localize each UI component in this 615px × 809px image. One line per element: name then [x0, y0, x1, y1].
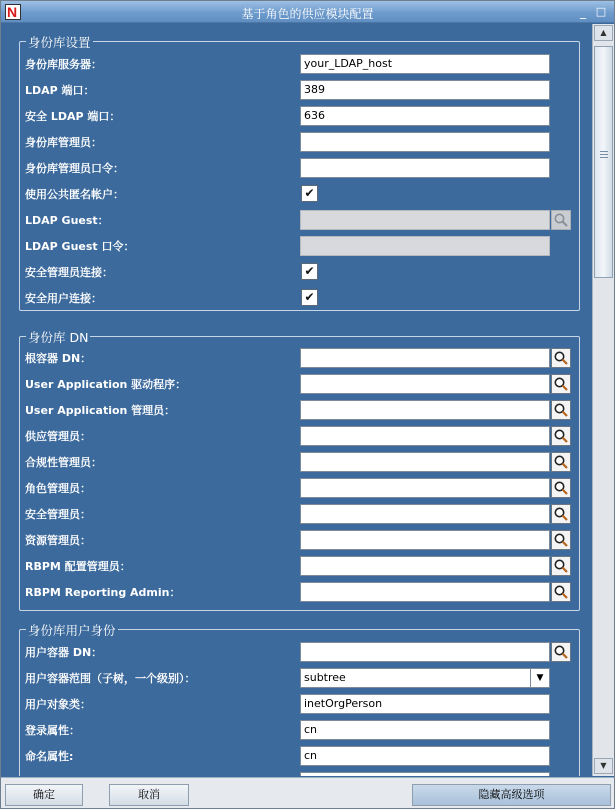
- magnifier-icon: [552, 453, 570, 471]
- magnifier-icon: [552, 531, 570, 549]
- ldap-guest-label: LDAP Guest：: [25, 214, 109, 227]
- login-attr-label: 登录属性：: [25, 724, 80, 737]
- secure-user-conn-row: [25, 288, 575, 308]
- ua-driver-input[interactable]: [300, 374, 550, 394]
- root-container-browse-button[interactable]: [551, 348, 571, 368]
- magnifier-icon: [552, 557, 570, 575]
- resource-admin-input[interactable]: [300, 530, 550, 550]
- security-admin-input[interactable]: [300, 504, 550, 524]
- magnifier-icon: [552, 505, 570, 523]
- login-attr-input[interactable]: cn: [300, 720, 550, 740]
- group-title: 身份库设置: [28, 35, 91, 50]
- vault-admin-label: 身份库管理员：: [25, 136, 102, 149]
- maximize-button[interactable]: □: [595, 5, 607, 18]
- secure-admin-conn-row: [25, 262, 575, 282]
- search-scope-select[interactable]: [300, 668, 550, 688]
- security-admin-browse-button[interactable]: [551, 504, 571, 524]
- secure-ldap-port-input[interactable]: 636: [300, 106, 550, 126]
- rbpm-config-admin-label: RBPM 配置管理员：: [25, 560, 131, 573]
- secure-admin-conn-checkbox[interactable]: ✔: [301, 263, 318, 280]
- security-admin-row: [25, 504, 575, 524]
- button-bar: [1, 777, 614, 808]
- ua-admin-input[interactable]: [300, 400, 550, 420]
- vault-admin-row: [25, 132, 575, 152]
- magnifier-icon: [552, 583, 570, 601]
- root-container-label: 根容器 DN：: [25, 352, 92, 365]
- ldap-port-label: LDAP 端口：: [25, 84, 95, 97]
- novell-logo-icon: N: [5, 4, 21, 20]
- naming-attr-label: 命名属性:: [25, 750, 74, 763]
- security-admin-label: 安全管理员：: [25, 508, 91, 521]
- compliance-admin-label: 合规性管理员：: [25, 456, 102, 469]
- magnifier-icon: [552, 643, 570, 661]
- root-container-row: [25, 348, 575, 368]
- user-container-label: 用户容器 DN：: [25, 646, 103, 659]
- magnifier-icon: [552, 479, 570, 497]
- scrollbar-thumb[interactable]: [594, 46, 613, 278]
- ldap-port-row: [25, 80, 575, 100]
- naming-attr-row: [25, 746, 575, 766]
- compliance-admin-input[interactable]: [300, 452, 550, 472]
- rbpm-config-admin-input[interactable]: [300, 556, 550, 576]
- role-admin-row: [25, 478, 575, 498]
- vault-server-input[interactable]: your_LDAP_host: [300, 54, 550, 74]
- vault-server-label: 身份库服务器：: [25, 58, 102, 71]
- provisioning-admin-input[interactable]: [300, 426, 550, 446]
- chevron-down-icon[interactable]: ▼: [530, 669, 549, 687]
- ldap-port-input[interactable]: 389: [300, 80, 550, 100]
- provisioning-admin-label: 供应管理员：: [25, 430, 91, 443]
- login-attr-row: [25, 720, 575, 740]
- search-scope-label: 用户容器范围（子树，一个级别）：: [25, 672, 196, 685]
- vault-admin-input[interactable]: [300, 132, 550, 152]
- user-container-input[interactable]: [300, 642, 550, 662]
- rbpm-config-admin-browse-button[interactable]: [551, 556, 571, 576]
- rbpm-reporting-admin-browse-button[interactable]: [551, 582, 571, 602]
- rbpm-reporting-admin-label: RBPM Reporting Admin：: [25, 586, 181, 599]
- ua-admin-label: User Application 管理员：: [25, 404, 176, 417]
- vault-server-row: [25, 54, 575, 74]
- compliance-admin-row: [25, 452, 575, 472]
- form-content: [1, 24, 592, 776]
- user-container-browse-button[interactable]: [551, 642, 571, 662]
- partial-row: [25, 772, 575, 776]
- user-object-class-label: 用户对象类：: [25, 698, 91, 711]
- role-admin-input[interactable]: [300, 478, 550, 498]
- provisioning-admin-browse-button[interactable]: [551, 426, 571, 446]
- ua-admin-browse-button[interactable]: [551, 400, 571, 420]
- ldap-guest-password-input[interactable]: [300, 236, 550, 256]
- public-anonymous-label: 使用公共匿名帐户：: [25, 188, 124, 201]
- ldap-guest-row: [25, 210, 575, 230]
- naming-attr-input[interactable]: cn: [300, 746, 550, 766]
- magnifier-icon: [552, 375, 570, 393]
- rbpm-reporting-admin-row: [25, 582, 575, 602]
- ldap-guest-input[interactable]: [300, 210, 550, 230]
- secure-ldap-port-label: 安全 LDAP 端口：: [25, 110, 121, 123]
- resource-admin-label: 资源管理员：: [25, 534, 91, 547]
- root-container-input[interactable]: [300, 348, 550, 368]
- vault-admin-password-label: 身份库管理员口令：: [25, 162, 124, 175]
- compliance-admin-browse-button[interactable]: [551, 452, 571, 472]
- ldap-guest-password-row: [25, 236, 575, 256]
- search-scope-row: [25, 668, 575, 688]
- rbpm-config-admin-row: [25, 556, 575, 576]
- user-object-class-row: [25, 694, 575, 714]
- role-admin-label: 角色管理员：: [25, 482, 91, 495]
- public-anonymous-checkbox[interactable]: ✔: [301, 185, 318, 202]
- secure-user-conn-label: 安全用户连接：: [25, 292, 102, 305]
- magnifier-icon: [552, 427, 570, 445]
- secure-user-conn-checkbox[interactable]: ✔: [301, 289, 318, 306]
- rbpm-reporting-admin-input[interactable]: [300, 582, 550, 602]
- user-object-class-input[interactable]: inetOrgPerson: [300, 694, 550, 714]
- secure-admin-conn-label: 安全管理员连接：: [25, 266, 113, 279]
- public-anonymous-row: [25, 184, 575, 204]
- window-title: 基于角色的供应模块配置: [241, 7, 374, 21]
- partial-input[interactable]: [300, 772, 550, 776]
- vault-admin-password-row: [25, 158, 575, 178]
- group-title: 身份库用户身份: [28, 623, 116, 638]
- ua-driver-label: User Application 驱动程序：: [25, 378, 187, 391]
- ua-driver-browse-button[interactable]: [551, 374, 571, 394]
- search-scope-value: subtree: [304, 671, 346, 684]
- resource-admin-browse-button[interactable]: [551, 530, 571, 550]
- vertical-scrollbar[interactable]: [592, 24, 614, 776]
- ua-admin-row: [25, 400, 575, 420]
- title-bar[interactable]: [1, 1, 614, 23]
- provisioning-admin-row: [25, 426, 575, 446]
- secure-ldap-port-row: [25, 106, 575, 126]
- group-title: 身份库 DN: [28, 330, 89, 345]
- ok-button[interactable]: 确定: [5, 784, 83, 806]
- ldap-guest-password-label: LDAP Guest 口令：: [25, 240, 135, 253]
- scroll-up-icon[interactable]: ▲: [594, 25, 613, 41]
- cancel-button[interactable]: 取消: [109, 784, 189, 806]
- magnifier-icon: [552, 211, 570, 229]
- minimize-button[interactable]: _: [580, 5, 586, 19]
- user-container-row: [25, 642, 575, 662]
- hide-advanced-button[interactable]: 隐藏高级选项: [412, 784, 611, 806]
- ua-driver-row: [25, 374, 575, 394]
- vault-admin-password-input[interactable]: [300, 158, 550, 178]
- role-admin-browse-button[interactable]: [551, 478, 571, 498]
- magnifier-icon: [552, 349, 570, 367]
- resource-admin-row: [25, 530, 575, 550]
- magnifier-icon: [552, 401, 570, 419]
- scroll-down-icon[interactable]: ▼: [594, 758, 613, 774]
- ldap-guest-browse-button[interactable]: [551, 210, 571, 230]
